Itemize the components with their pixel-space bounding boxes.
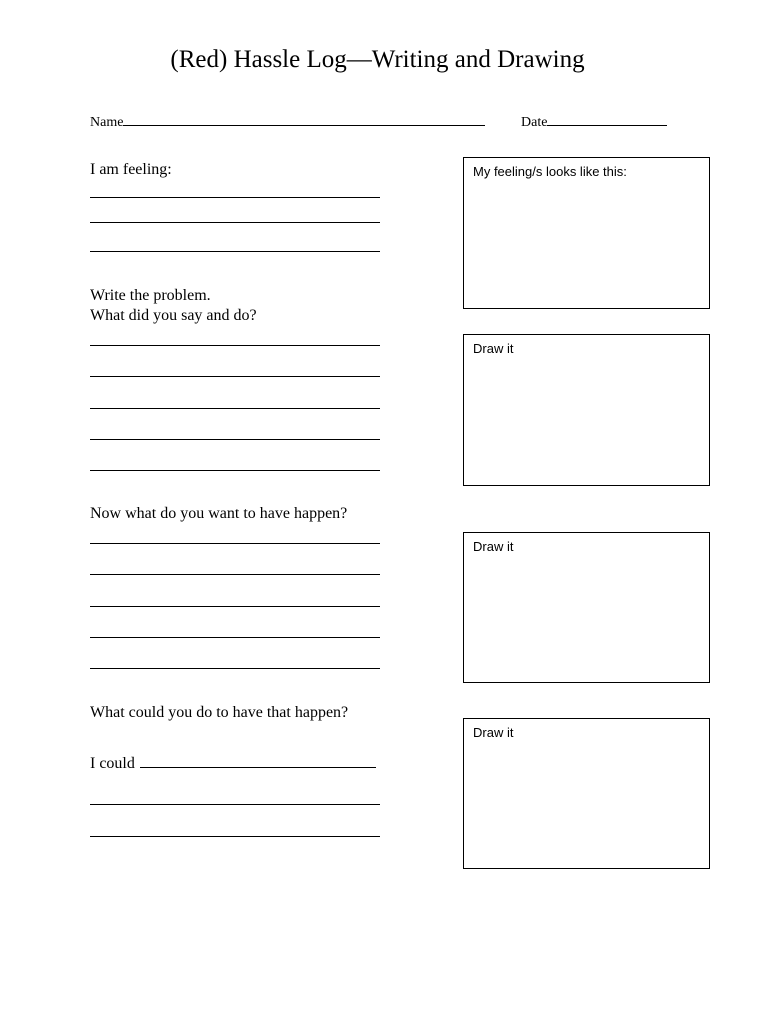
problem-answer-line[interactable] [90,470,380,471]
could-answer-line[interactable] [90,836,380,837]
want-answer-line[interactable] [90,606,380,607]
problem-answer-line[interactable] [90,345,380,346]
feeling-answer-line[interactable] [90,197,380,198]
problem-box-label: Draw it [473,341,514,356]
problem-drawing-box[interactable] [463,334,710,486]
want-drawing-box[interactable] [463,532,710,683]
want-answer-line[interactable] [90,668,380,669]
want-answer-line[interactable] [90,574,380,575]
could-answer-line[interactable] [90,804,380,805]
problem-answer-line[interactable] [90,439,380,440]
date-underline [547,114,667,126]
feeling-answer-line[interactable] [90,251,380,252]
could-prompt-text: What could you do to have that happen? [90,704,349,721]
problem-prompt-line: What did you say and do? [90,307,257,324]
feeling-answer-line[interactable] [90,222,380,223]
feeling-box-label: My feeling/s looks like this: [473,164,627,179]
could-answer-row[interactable] [90,754,376,774]
could-lead-text: I could [90,755,135,772]
feeling-prompt-text: I am feeling: [90,161,172,178]
could-prompt [90,703,348,723]
feeling-prompt [90,160,172,180]
page-title: (Red) Hassle Log—Writing and Drawing [170,46,585,73]
want-box-label: Draw it [473,539,514,554]
could-answer-underline[interactable] [140,754,376,768]
problem-answer-line[interactable] [90,376,380,377]
want-prompt [90,504,347,524]
want-prompt-text: Now what do you want to have happen? [90,505,348,522]
problem-prompt-line: Write the problem. [90,287,211,304]
date-field[interactable] [521,114,667,131]
problem-answer-line[interactable] [90,408,380,409]
name-field[interactable] [90,114,485,131]
name-underline [123,114,485,126]
problem-prompt [90,286,257,326]
could-box-label: Draw it [473,725,514,740]
date-label: Date [521,115,548,130]
want-answer-line[interactable] [90,543,380,544]
could-drawing-box[interactable] [463,718,710,869]
want-answer-line[interactable] [90,637,380,638]
feeling-drawing-box[interactable] [463,157,710,309]
name-label: Name [90,115,124,130]
